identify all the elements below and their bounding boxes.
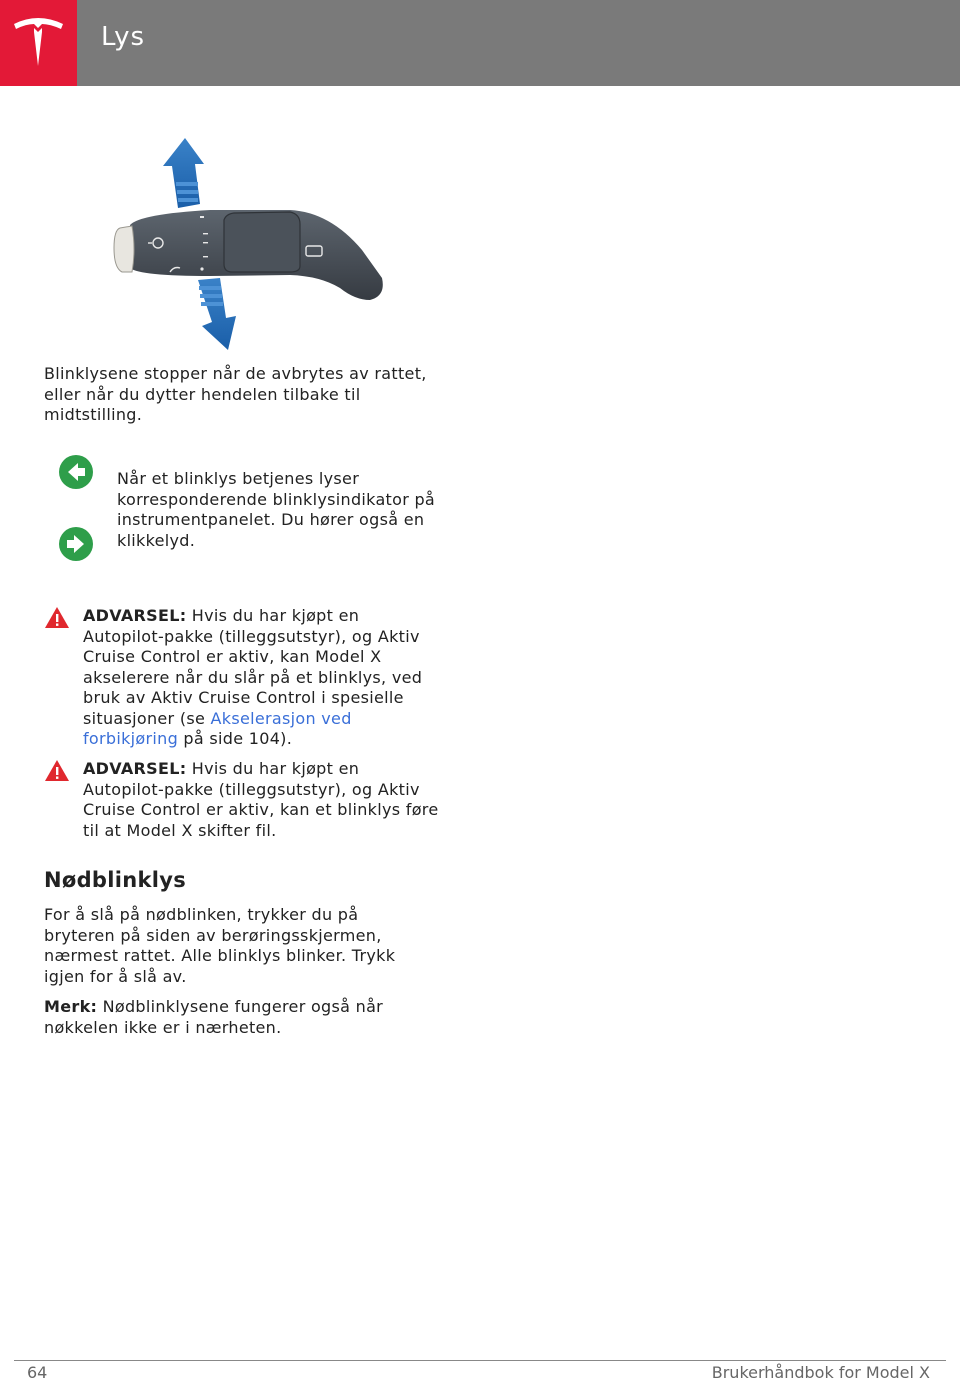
link-overtake-acceleration[interactable]: Akselerasjon ved forbikjøring	[83, 708, 352, 748]
paragraph-signal-cancel: Blinklysene stopper når de avbrytes av rattet, eller når du dytter hendelen tilbake til midtstilling.	[44, 364, 427, 424]
note-text: Nødblinklysene fungerer også når nøkkelen ikke er i nærheten.	[44, 997, 384, 1037]
warning-label: ADVARSEL:	[83, 606, 187, 625]
note-hazard-lights	[44, 997, 424, 1038]
page-number: 64	[27, 1363, 48, 1382]
warning-text-end: på side 104).	[178, 729, 293, 748]
left-turn-signal-icon	[58, 454, 94, 490]
warning-icon	[44, 606, 70, 629]
right-turn-signal-icon	[58, 526, 94, 562]
turn-signal-stalk-illustration	[100, 130, 400, 352]
warning-icon	[44, 759, 70, 782]
note-label: Merk:	[44, 997, 98, 1016]
warning-label: ADVARSEL:	[83, 759, 187, 778]
tesla-logo-icon	[0, 0, 77, 86]
warning-lane-change	[83, 759, 445, 841]
paragraph-signal-indicator: Når et blinklys betjenes lyser korresponderende blinklysindikator på instrumentpanelet. Du hører også en klikkelyd.	[117, 469, 436, 550]
page-header	[0, 0, 960, 86]
page-title: Lys	[101, 22, 146, 52]
down-arrow-icon	[198, 278, 236, 350]
paragraph-hazard-lights: For å slå på nødblinken, trykker du på bryteren på siden av berøringsskjermen, nærmest rattet. Alle blinklys blinker. Trykk igjen for å slå av.	[44, 905, 396, 986]
manual-title: Brukerhåndbok for Model X	[711, 1363, 930, 1382]
up-arrow-icon	[163, 138, 204, 208]
section-title-hazard-lights: Nødblinklys	[44, 868, 187, 892]
warning-acc-acceleration	[83, 606, 445, 750]
footer-divider	[14, 1360, 946, 1361]
warning-text: Hvis du har kjøpt en Autopilot-pakke (tilleggsutstyr), og Aktiv Cruise Control er aktiv, kan Model X akselerere når du slår på et blinklys, ved bruk av Aktiv Cruise Control i spesielle situasjoner (se	[83, 606, 423, 728]
warning-text: Hvis du har kjøpt en Autopilot-pakke (tilleggsutstyr), og Aktiv Cruise Control er aktiv, kan et blinklys føre til at Model X skifter fil.	[83, 759, 439, 840]
